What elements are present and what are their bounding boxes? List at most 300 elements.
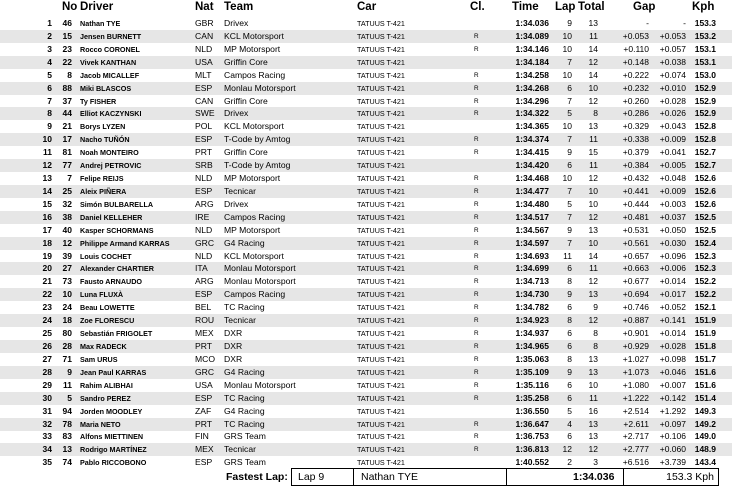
- number-cell: 5: [67, 392, 72, 403]
- nation-cell: CAN: [195, 95, 214, 106]
- number-cell: 24: [62, 302, 72, 313]
- class-cell: R: [474, 420, 479, 428]
- class-cell: R: [474, 200, 479, 208]
- kph-cell: 153.1: [694, 56, 716, 67]
- gap-prev-cell: +0.050: [659, 224, 686, 235]
- lap-cell: 9: [567, 366, 572, 377]
- gap-leader-cell: +0.338: [622, 134, 649, 145]
- gap-leader-cell: +0.561: [622, 237, 649, 248]
- class-cell: R: [474, 252, 479, 260]
- table-row: [0, 172, 732, 185]
- number-cell: 8: [67, 69, 72, 80]
- class-cell: R: [474, 265, 479, 273]
- total-cell: 11: [589, 160, 598, 171]
- number-cell: 12: [62, 237, 72, 248]
- gap-leader-cell: +1.222: [622, 392, 649, 403]
- gap-leader-cell: +0.663: [622, 263, 649, 274]
- total-cell: 14: [588, 69, 598, 80]
- pos-cell: 16: [42, 211, 52, 222]
- car-cell: TATUUS T-421: [357, 212, 405, 222]
- total-cell: 13: [588, 366, 598, 377]
- kph-cell: 152.6: [694, 198, 716, 209]
- time-cell: 1:34.420: [515, 160, 549, 171]
- gap-prev-cell: +0.096: [659, 250, 686, 261]
- team-cell: Drivex: [224, 18, 249, 28]
- table-row: [0, 250, 732, 263]
- pos-cell: 18: [42, 237, 52, 248]
- table-row: [0, 379, 732, 392]
- gap-prev-cell: +0.028: [659, 341, 686, 351]
- header-lap: Lap: [555, 1, 576, 13]
- header-team: Team: [224, 1, 254, 13]
- gap-prev-cell: +0.097: [659, 418, 686, 429]
- number-cell: 38: [62, 211, 72, 222]
- driver-cell: Jorden MOODLEY: [80, 406, 143, 416]
- lap-cell: 8: [567, 276, 572, 287]
- lap-cell: 6: [567, 431, 572, 442]
- fastest-lap-label: Fastest Lap:: [226, 471, 288, 483]
- driver-cell: Sam URUS: [80, 354, 118, 364]
- total-cell: 15: [588, 147, 598, 158]
- table-row: [0, 301, 732, 314]
- table-row: [0, 159, 732, 172]
- lap-cell: 6: [567, 392, 572, 403]
- pos-cell: 7: [47, 95, 52, 106]
- lap-cell: 6: [567, 160, 572, 171]
- number-cell: 40: [62, 224, 72, 235]
- kph-cell: 151.9: [694, 328, 716, 339]
- gap-leader-cell: +0.657: [622, 250, 649, 261]
- table-row: [0, 211, 732, 224]
- nation-cell: GRC: [195, 237, 215, 248]
- lap-cell: 8: [567, 353, 572, 364]
- nation-cell: NLD: [195, 250, 213, 261]
- class-cell: R: [474, 71, 479, 79]
- gap-leader-cell: +2.611: [623, 418, 649, 429]
- time-cell: 1:34.597: [515, 237, 549, 248]
- car-cell: TATUUS T-421: [357, 57, 405, 67]
- kph-cell: 151.7: [694, 353, 716, 364]
- time-cell: 1:34.965: [515, 341, 549, 351]
- nation-cell: PRT: [195, 147, 213, 158]
- pos-cell: 13: [42, 173, 52, 184]
- pos-cell: 14: [42, 185, 52, 196]
- number-cell: 17: [62, 134, 72, 145]
- team-cell: DXR: [224, 328, 243, 339]
- pos-cell: 19: [42, 250, 52, 261]
- total-cell: 11: [589, 263, 598, 274]
- total-cell: 12: [588, 173, 598, 184]
- total-cell: 12: [588, 211, 598, 222]
- nation-cell: ESP: [195, 82, 213, 93]
- total-cell: 10: [588, 185, 598, 196]
- pos-cell: 33: [42, 431, 52, 442]
- team-cell: Monlau Motorsport: [224, 276, 296, 287]
- lap-cell: 6: [567, 82, 572, 93]
- gap-leader-cell: +0.694: [622, 289, 649, 300]
- driver-cell: Nathan TYE: [80, 19, 121, 28]
- nation-cell: MEX: [195, 444, 214, 455]
- class-cell: R: [474, 278, 479, 286]
- number-cell: 78: [62, 418, 72, 429]
- kph-cell: 152.2: [694, 276, 716, 287]
- gap-prev-cell: +0.057: [659, 43, 686, 54]
- car-cell: TATUUS T-421: [357, 342, 405, 351]
- gap-leader-cell: -: [646, 18, 649, 28]
- time-cell: 1:34.089: [515, 30, 549, 41]
- driver-cell: Kasper SCHORMANS: [80, 225, 154, 235]
- driver-cell: Zoe FLORESCU: [80, 316, 135, 326]
- car-cell: TATUUS T-421: [357, 264, 405, 274]
- gap-prev-cell: +0.046: [659, 366, 686, 377]
- car-cell: TATUUS T-421: [357, 419, 405, 429]
- team-cell: TC Racing: [224, 392, 265, 403]
- lap-cell: 6: [567, 328, 572, 339]
- gap-leader-cell: +0.384: [622, 160, 649, 171]
- number-cell: 15: [62, 30, 72, 41]
- table-row: [0, 146, 732, 159]
- total-cell: 10: [588, 82, 598, 93]
- header-total: Total: [578, 1, 605, 13]
- time-cell: 1:35.116: [515, 379, 549, 390]
- nation-cell: MLT: [195, 69, 212, 80]
- kph-cell: 152.5: [694, 224, 716, 235]
- driver-cell: Maria NETO: [80, 419, 121, 429]
- time-cell: 1:34.923: [515, 315, 549, 326]
- pos-cell: 15: [42, 198, 52, 209]
- car-cell: TATUUS T-421: [357, 109, 405, 119]
- team-cell: Tecnicar: [224, 185, 256, 196]
- car-cell: TATUUS T-421: [357, 31, 405, 41]
- nation-cell: USA: [195, 56, 213, 67]
- gap-prev-cell: +0.037: [659, 211, 686, 222]
- lap-cell: 7: [567, 56, 572, 67]
- kph-cell: 152.7: [694, 147, 716, 158]
- time-cell: 1:34.365: [515, 121, 549, 132]
- driver-cell: Jean Paul KARRAS: [80, 367, 147, 377]
- nation-cell: ARG: [195, 276, 214, 287]
- total-cell: 13: [588, 418, 598, 429]
- team-cell: Drivex: [224, 198, 249, 209]
- team-cell: Griffin Core: [224, 56, 268, 67]
- number-cell: 18: [62, 315, 72, 326]
- gap-leader-cell: +0.887: [622, 315, 649, 326]
- nation-cell: PRT: [195, 418, 213, 429]
- gap-prev-cell: +0.026: [659, 108, 686, 119]
- driver-cell: Max RADECK: [80, 342, 127, 351]
- nation-cell: PRT: [195, 341, 213, 351]
- time-cell: 1:34.477: [515, 185, 549, 196]
- gap-leader-cell: +0.677: [622, 276, 649, 287]
- pos-cell: 3: [47, 43, 52, 54]
- nation-cell: ZAF: [195, 405, 212, 416]
- lap-cell: 11: [563, 250, 572, 261]
- car-cell: TATUUS T-421: [357, 70, 405, 80]
- car-cell: TATUUS T-421: [357, 367, 405, 377]
- gap-prev-cell: +0.009: [659, 185, 686, 196]
- team-cell: T-Code by Amtog: [224, 134, 291, 145]
- time-cell: 1:34.730: [515, 289, 549, 300]
- time-cell: 1:34.322: [515, 108, 549, 119]
- team-cell: Monlau Motorsport: [224, 263, 296, 274]
- driver-cell: Miki BLASCOS: [80, 83, 132, 93]
- gap-prev-cell: +0.038: [659, 56, 686, 67]
- kph-cell: 151.4: [694, 392, 716, 403]
- number-cell: 25: [62, 185, 72, 196]
- table-row: [0, 82, 732, 95]
- car-cell: TATUUS T-421: [357, 277, 405, 287]
- table-row: [0, 56, 732, 69]
- car-cell: TATUUS T-421: [357, 251, 405, 261]
- number-cell: 74: [62, 457, 72, 468]
- class-cell: R: [474, 304, 479, 312]
- number-cell: 39: [62, 250, 72, 261]
- table-row: [0, 288, 732, 301]
- driver-cell: Rocco CORONEL: [80, 44, 140, 54]
- gap-leader-cell: +1.080: [622, 379, 649, 390]
- gap-leader-cell: +0.110: [623, 43, 649, 54]
- car-cell: TATUUS T-421: [357, 329, 405, 339]
- lap-cell: 10: [562, 121, 572, 132]
- gap-prev-cell: +0.010: [659, 82, 686, 93]
- kph-cell: 153.1: [694, 43, 716, 54]
- gap-leader-cell: +6.516: [622, 457, 649, 468]
- class-cell: R: [474, 343, 479, 350]
- team-cell: Tecnicar: [224, 444, 256, 455]
- number-cell: 10: [62, 289, 72, 300]
- time-cell: 1:34.036: [515, 18, 549, 28]
- number-cell: 7: [67, 173, 72, 184]
- total-cell: 3: [593, 457, 598, 468]
- driver-cell: Louis COCHET: [80, 251, 132, 261]
- number-cell: 44: [62, 108, 72, 119]
- table-row: [0, 224, 732, 237]
- pos-cell: 9: [47, 121, 52, 132]
- gap-leader-cell: +1.073: [622, 366, 649, 377]
- team-cell: KCL Motorsport: [224, 121, 284, 132]
- time-cell: 1:34.713: [515, 276, 549, 287]
- nation-cell: GBR: [195, 18, 214, 28]
- team-cell: MP Motorsport: [224, 43, 281, 54]
- kph-cell: 152.9: [694, 108, 716, 119]
- car-cell: TATUUS T-421: [357, 199, 405, 209]
- gap-leader-cell: +0.379: [622, 147, 649, 158]
- number-cell: 73: [62, 276, 72, 287]
- number-cell: 22: [62, 56, 72, 67]
- total-cell: 13: [588, 289, 598, 300]
- gap-prev-cell: +0.142: [659, 392, 686, 403]
- nation-cell: FIN: [195, 431, 209, 442]
- pos-cell: 34: [42, 444, 52, 455]
- pos-cell: 22: [42, 289, 52, 300]
- time-cell: 1:34.374: [515, 134, 549, 145]
- team-cell: Griffin Core: [224, 95, 268, 106]
- table-row: [0, 185, 732, 198]
- pos-cell: 17: [42, 224, 52, 235]
- time-cell: 1:34.782: [515, 302, 549, 313]
- class-cell: R: [474, 175, 479, 183]
- table-row: [0, 418, 732, 431]
- gap-leader-cell: +0.329: [622, 121, 649, 132]
- kph-cell: 152.3: [694, 263, 716, 274]
- pos-cell: 21: [42, 276, 52, 287]
- car-cell: TATUUS T-421: [357, 238, 405, 248]
- car-cell: TATUUS T-421: [357, 354, 405, 364]
- total-cell: 8: [593, 341, 598, 351]
- pos-cell: 2: [47, 30, 52, 41]
- kph-cell: 152.9: [694, 82, 716, 93]
- nation-cell: USA: [195, 379, 213, 390]
- team-cell: GRS Team: [224, 457, 266, 468]
- time-cell: 1:34.699: [515, 263, 549, 274]
- header-gap: Gap: [633, 1, 656, 13]
- header-no: No: [62, 1, 78, 13]
- team-cell: G4 Racing: [224, 405, 265, 416]
- pos-cell: 28: [42, 366, 52, 377]
- car-cell: TATUUS T-421: [357, 44, 405, 54]
- table-row: [0, 237, 732, 250]
- driver-cell: Jensen BURNETT: [80, 31, 142, 41]
- table-row: [0, 353, 732, 366]
- class-cell: R: [474, 213, 479, 221]
- nation-cell: NLD: [195, 173, 213, 184]
- table-row: [0, 120, 732, 133]
- gap-prev-cell: +0.041: [659, 147, 686, 158]
- gap-prev-cell: +0.052: [659, 302, 686, 313]
- lap-cell: 6: [567, 302, 572, 313]
- car-cell: TATUUS T-421: [357, 122, 405, 132]
- gap-leader-cell: +0.929: [622, 341, 649, 351]
- kph-cell: 151.8: [694, 341, 716, 351]
- gap-prev-cell: +0.043: [659, 121, 686, 132]
- car-cell: TATUUS T-421: [357, 316, 405, 326]
- time-cell: 1:36.550: [515, 405, 549, 416]
- car-cell: TATUUS T-421: [357, 19, 405, 28]
- fastest-lap-number: Lap 9: [291, 468, 354, 486]
- gap-leader-cell: +0.441: [622, 185, 649, 196]
- total-cell: 12: [588, 56, 598, 67]
- car-cell: TATUUS T-421: [357, 432, 405, 442]
- total-cell: 13: [588, 224, 598, 235]
- team-cell: DXR: [224, 341, 243, 351]
- table-row: [0, 392, 732, 405]
- gap-prev-cell: -: [683, 18, 686, 28]
- lap-cell: 10: [562, 69, 572, 80]
- pos-cell: 25: [42, 328, 52, 339]
- table-row: [0, 69, 732, 82]
- table-row: [0, 366, 732, 379]
- car-cell: TATUUS T-421: [357, 380, 405, 390]
- class-cell: R: [474, 368, 479, 376]
- nation-cell: ROU: [195, 315, 215, 326]
- kph-cell: 152.3: [694, 250, 716, 261]
- lap-cell: 7: [567, 95, 572, 106]
- fastest-lap-driver: Nathan TYE: [353, 468, 507, 486]
- gap-prev-cell: +0.014: [659, 276, 686, 287]
- number-cell: 32: [62, 198, 72, 209]
- class-cell: R: [474, 291, 479, 299]
- number-cell: 88: [62, 82, 72, 93]
- total-cell: 10: [588, 379, 598, 390]
- driver-cell: Sebastián FRIGOLET: [80, 329, 153, 339]
- pos-cell: 1: [47, 18, 52, 28]
- pos-cell: 23: [42, 302, 52, 313]
- total-cell: 11: [589, 30, 598, 41]
- number-cell: 27: [62, 263, 72, 274]
- car-cell: TATUUS T-421: [357, 303, 405, 313]
- total-cell: 11: [589, 134, 598, 145]
- kph-cell: 152.7: [694, 160, 716, 171]
- table-row: [0, 95, 732, 108]
- gap-prev-cell: +0.141: [659, 315, 686, 326]
- kph-cell: 152.4: [694, 237, 716, 248]
- table-row: [0, 430, 732, 443]
- gap-prev-cell: +0.009: [659, 134, 686, 145]
- nation-cell: ESP: [195, 134, 213, 145]
- table-row: [0, 327, 732, 340]
- total-cell: 9: [593, 302, 598, 313]
- table-row: [0, 43, 732, 56]
- table-row: [0, 262, 732, 275]
- table-row: [0, 30, 732, 43]
- number-cell: 46: [62, 18, 72, 28]
- table-row: [0, 17, 732, 30]
- driver-cell: Alexander CHARTIER: [80, 264, 154, 274]
- gap-prev-cell: +0.017: [659, 289, 686, 300]
- total-cell: 14: [588, 43, 598, 54]
- table-row: [0, 198, 732, 211]
- team-cell: MP Motorsport: [224, 173, 281, 184]
- time-cell: 1:34.693: [515, 250, 549, 261]
- lap-cell: 5: [567, 108, 572, 119]
- time-cell: 1:36.813: [515, 444, 549, 455]
- driver-cell: Andrej PETROVIC: [80, 161, 142, 171]
- pos-cell: 8: [47, 108, 52, 119]
- class-cell: R: [474, 32, 479, 40]
- driver-cell: Felipe REIJS: [80, 174, 124, 184]
- number-cell: 77: [62, 160, 72, 171]
- nation-cell: SRB: [195, 160, 213, 171]
- car-cell: TATUUS T-421: [357, 406, 405, 416]
- nation-cell: NLD: [195, 43, 213, 54]
- team-cell: KCL Motorsport: [224, 30, 284, 41]
- class-cell: R: [474, 317, 479, 325]
- gap-prev-cell: +0.003: [659, 198, 686, 209]
- number-cell: 28: [62, 341, 72, 351]
- gap-prev-cell: +3.739: [659, 457, 686, 468]
- time-cell: 1:36.753: [515, 431, 549, 442]
- pos-cell: 32: [42, 418, 52, 429]
- pos-cell: 6: [47, 82, 52, 93]
- kph-cell: 151.9: [694, 315, 716, 326]
- gap-prev-cell: +0.106: [659, 431, 686, 442]
- lap-cell: 10: [562, 43, 572, 54]
- team-cell: TC Racing: [224, 302, 265, 313]
- class-cell: R: [474, 226, 479, 234]
- gap-prev-cell: +0.028: [659, 95, 686, 106]
- kph-cell: 152.6: [694, 185, 716, 196]
- gap-leader-cell: +0.531: [622, 224, 649, 235]
- lap-cell: 7: [567, 185, 572, 196]
- lap-cell: 8: [567, 315, 572, 326]
- pos-cell: 10: [42, 134, 52, 145]
- gap-leader-cell: +2.777: [622, 444, 649, 455]
- class-cell: R: [474, 239, 479, 247]
- time-cell: 1:35.109: [515, 366, 549, 377]
- team-cell: Campos Racing: [224, 289, 286, 300]
- driver-cell: Vivek KANTHAN: [80, 57, 137, 67]
- table-row: [0, 107, 732, 120]
